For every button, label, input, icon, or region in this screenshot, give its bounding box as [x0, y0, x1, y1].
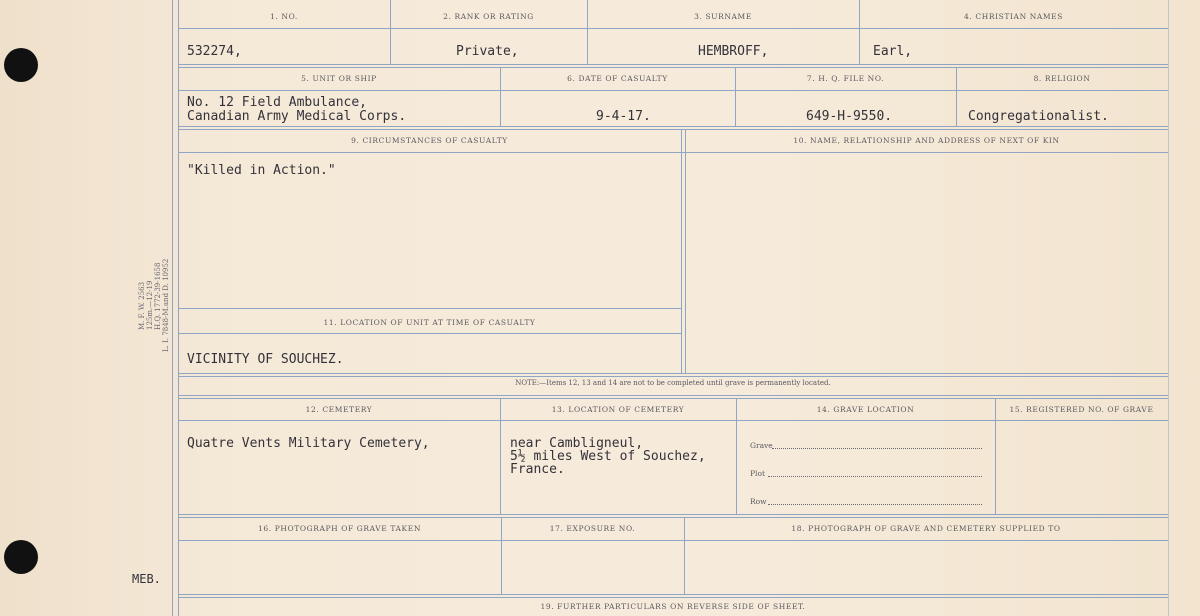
value-rank: Private, [456, 44, 519, 59]
note-text: NOTE:—Items 12, 13 and 14 are not to be completed until grave is permanently located. [515, 379, 831, 387]
header-surname: 3. SURNAME [694, 12, 752, 21]
value-religion: Congregationalist. [968, 109, 1109, 124]
value-hq-file: 649-H-9550. [806, 109, 893, 124]
value-loc-cem-line1: near Cambligneul, [510, 436, 644, 451]
value-date: 9-4-17. [596, 109, 651, 124]
header-rank: 2. RANK OR RATING [443, 12, 534, 21]
value-circumstances: "Killed in Action." [187, 163, 336, 178]
header-registered-no: 15. REGISTERED NO. OF GRAVE [1009, 405, 1154, 414]
punch-hole-bottom [4, 540, 38, 574]
value-cemetery: Quatre Vents Military Cemetery, [187, 436, 430, 451]
header-exposure: 17. EXPOSURE NO. [549, 524, 636, 533]
header-circumstances: 9. CIRCUMSTANCES OF CASUALTY [351, 136, 508, 145]
header-date: 6. DATE OF CASUALTY [567, 74, 668, 83]
clerk-initials: MEB. [132, 572, 161, 586]
header-hq-file: 7. H. Q. FILE NO. [806, 74, 885, 83]
print-code-3: H.Q. 1772-39-1658 [154, 262, 162, 330]
header-cemetery: 12. CEMETERY [305, 405, 373, 414]
header-no: 1. NO. [270, 12, 298, 21]
header-location-unit: 11. LOCATION OF UNIT AT TIME OF CASUALTY [323, 318, 536, 327]
header-unit: 5. UNIT OR SHIP [301, 74, 377, 83]
header-next-of-kin: 10. NAME, RELATIONSHIP AND ADDRESS OF NEXT OF KIN [793, 136, 1060, 145]
row-label: Row [750, 497, 767, 506]
value-location-unit: VICINITY OF SOUCHEZ. [187, 352, 344, 367]
header-religion: 8. RELIGION [1033, 74, 1091, 83]
punch-hole-top [4, 48, 38, 82]
print-code-4: L. I. 7848-M.and D. 10952 [162, 258, 170, 352]
value-loc-cem-line3: France. [510, 462, 565, 477]
print-code-1: M. F. W. 2563 [138, 281, 146, 330]
header-further-particulars: 19. FURTHER PARTICULARS ON REVERSE SIDE OF SHEET. [540, 602, 806, 611]
value-unit-line2: Canadian Army Medical Corps. [187, 109, 407, 124]
grave-label: Grave [750, 441, 773, 450]
value-unit-line1: No. 12 Field Ambulance, [187, 95, 368, 110]
value-christian-names: Earl, [873, 44, 913, 59]
header-photo-taken: 16. PHOTOGRAPH OF GRAVE TAKEN [258, 524, 421, 533]
header-location-cemetery: 13. LOCATION OF CEMETERY [551, 405, 685, 414]
header-christian-names: 4. CHRISTIAN NAMES [964, 12, 1063, 21]
header-photo-supplied: 18. PHOTOGRAPH OF GRAVE AND CEMETERY SUPPLIED TO [791, 524, 1061, 533]
print-code-2: 125m.—12-19 [146, 280, 154, 330]
value-loc-cem-line2: 5½ miles West of Souchez, [510, 449, 706, 464]
value-no: 532274, [187, 44, 242, 59]
value-surname: HEMBROFF, [698, 44, 769, 59]
header-grave-location: 14. GRAVE LOCATION [816, 405, 915, 414]
plot-label: Plot [750, 469, 765, 478]
